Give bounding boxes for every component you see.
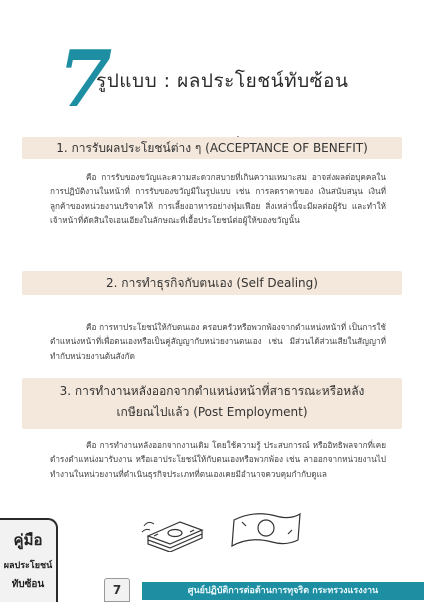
section-3-heading bbox=[22, 378, 402, 429]
page-header bbox=[0, 34, 424, 130]
page-title: รูปแบบ : ผลประโยชน์ทับซ้อน bbox=[96, 70, 349, 92]
section-2-heading: 2. การทำธุรกิจกับตนเอง (Self Dealing) bbox=[22, 271, 402, 295]
footer-banner: ศูนย์ปฏิบัติการต่อต้านการทุจริต กระทรวงแรงงาน bbox=[142, 582, 424, 600]
page-number: 7 bbox=[104, 578, 130, 602]
banknote-icon bbox=[228, 506, 304, 554]
money-stack-icon bbox=[140, 512, 210, 552]
section-3-heading-line1: 3. การทำงานหลังออกจากตำแหน่งหน้าที่สาธารณะหรือหลัง bbox=[59, 384, 365, 398]
section-1-heading: 1. การรับผลประโยชน์ต่าง ๆ (ACCEPTANCE OF BENEFIT) bbox=[22, 137, 402, 159]
section-3-text: คือ การทำงานหลังออกจากงานเดิม โดยใช้ความรู้ ประสบการณ์ หรืออิทธิพลจากที่เคยดำรงตำแหน่งมารับงาน หรือเอาประโยชน์ให้กับตนเองหรือพวกพ้อง เช่น ลาออกจากหน่วยงานไปทำงานในหน่วยงานที่ดำเนินธุรกิจประเภทที่ตนเองเคยมีอำนาจควบคุมกำกับดูแล bbox=[50, 440, 386, 479]
section-1-text: คือ การรับของขวัญและความสะดวกสบายที่เกินความเหมาะสม อาจส่งผลต่อบุคคลในการปฏิบัติงานในหน้าที่ การรับของขวัญมีในรูปแบบ เช่น การลดราคาของ เงินสนับสนุน เงินที่ลูกค้าของหน่วยงานบริจาคให้ การเลี้ยงอาหารอย่างฟุ่มเฟือย สิ่งเหล่านี้จะมีผลต่อผู้รับ และทำให้เจ้าหน้าที่ตัดสินใจเอนเอียงในลักษณะที่เอื้อประโยชน์ต่อผู้ให้ของขวัญนั้น bbox=[50, 172, 386, 225]
section-2-text: คือ การหาประโยชน์ให้กับตนเอง ครอบครัวหรือพวกพ้องจากตำแหน่งหน้าที่ เป็นการใช้ตำแหน่งหน้าที่เพื่อตนเองหรือเป็นคู่สัญญากับหน่วยงานตนเอง เช่น มีส่วนได้ส่วนเสียในสัญญาที่ทำกับหน่วยงานต้นสังกัด bbox=[50, 322, 386, 361]
badge-line-2: ผลประโยชน์ bbox=[3, 561, 53, 571]
badge-line-3: ทับซ้อน bbox=[11, 579, 45, 590]
handbook-badge bbox=[0, 518, 58, 602]
section-number: 7 bbox=[58, 34, 113, 125]
section-3-body bbox=[50, 438, 386, 481]
section-3-heading-line2: เกษียณไปแล้ว (Post Employment) bbox=[116, 405, 308, 419]
section-1-body bbox=[50, 170, 386, 227]
badge-line-1: คู่มือ bbox=[13, 531, 43, 549]
section-2-body bbox=[50, 320, 386, 363]
